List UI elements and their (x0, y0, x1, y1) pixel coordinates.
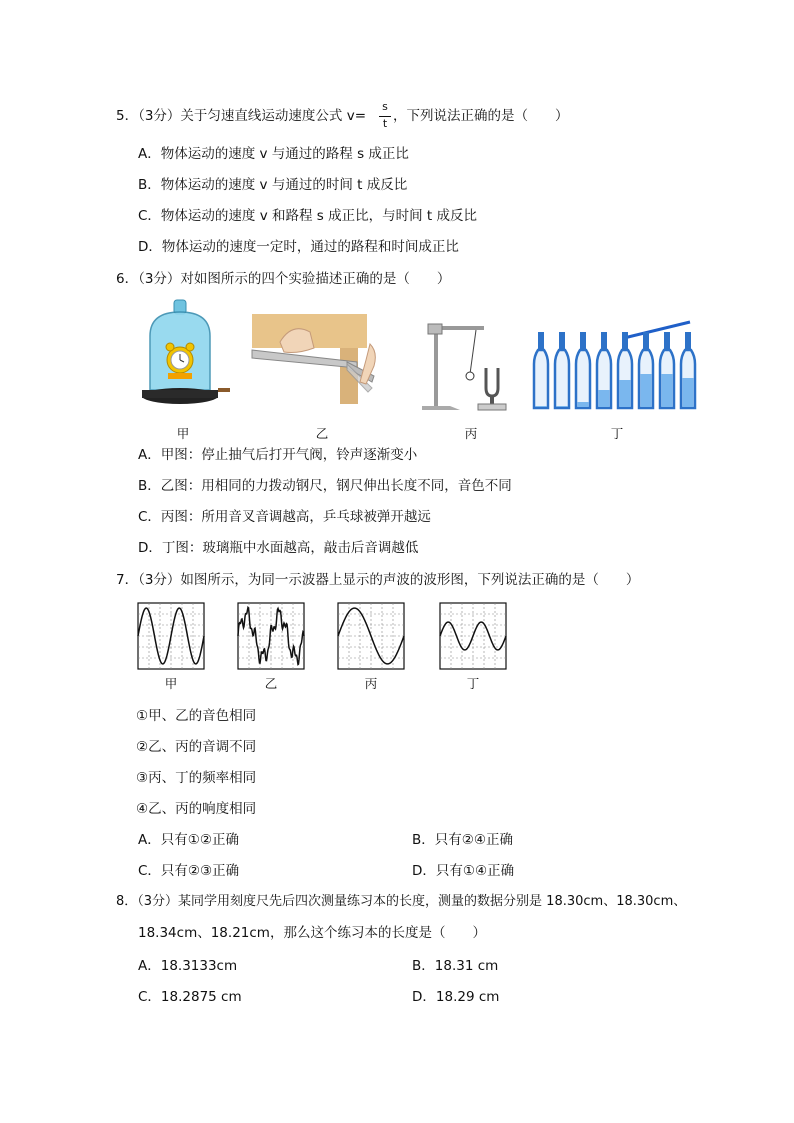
q5-stem-start: 5．（3分）关于匀速直线运动速度公式 v= (116, 108, 367, 124)
bottle (681, 332, 695, 408)
bottle (597, 332, 611, 408)
q6-option-a: A．甲图：停止抽气后打开气阀，铃声逐渐变小 (138, 447, 418, 463)
q7-figure-label-jia: 甲 (164, 676, 178, 691)
q7-figure-label-bing: 丙 (364, 676, 378, 691)
q5-option-d: D．物体运动的速度一定时，通过的路程和时间成正比 (138, 239, 459, 255)
steel-ruler-figure (252, 314, 377, 409)
bottle (534, 332, 548, 408)
q5-fraction-numerator: s (382, 100, 388, 113)
bottle (618, 332, 632, 408)
bell-jar-figure (138, 298, 248, 413)
q8-stem-line2: 18.34cm、18.21cm，那么这个练习本的长度是（ ） (138, 925, 486, 941)
q5-stem (116, 107, 366, 125)
q6-option-b: B．乙图：用相同的力拨动钢尺，钢尺伸出长度不同，音色不同 (138, 478, 512, 494)
q7-option-d: D．只有①④正确 (412, 863, 515, 879)
q8-option-d: D．18.29 cm (412, 989, 500, 1005)
tuning-fork-figure (420, 318, 515, 413)
q7-option-c: C．只有②③正确 (138, 863, 240, 879)
q6-figure-label-jia: 甲 (176, 426, 190, 441)
waveform-jia (138, 603, 204, 669)
q5-option-c: C．物体运动的速度 v 和路程 s 成正比，与时间 t 成反比 (138, 208, 477, 224)
q6-option-d: D．丁图：玻璃瓶中水面越高，敲击后音调越低 (138, 540, 419, 556)
q6-stem: 6．（3分）对如图所示的四个实验描述正确的是（ ） (116, 271, 451, 287)
bottle (660, 332, 674, 408)
q7-option-b: B．只有②④正确 (412, 832, 513, 848)
waveform-bing (338, 603, 404, 669)
bottle (639, 332, 653, 408)
q7-statement-1: ①甲、乙的音色相同 (136, 708, 257, 724)
q6-figure-label-bing: 丙 (464, 426, 478, 441)
bottle (555, 332, 569, 408)
q8-stem-line1: 8．（3分）某同学用刻度尺先后四次测量练习本的长度，测量的数据分别是 18.30cm、18.30cm、 (116, 894, 687, 909)
q7-figure-label-ding: 丁 (466, 676, 480, 691)
waveform-yi (238, 603, 304, 669)
q8-option-b: B．18.31 cm (412, 958, 499, 974)
q8-option-a: A．18.3133cm (138, 958, 238, 974)
q7-stem: 7．（3分）如图所示，为同一示波器上显示的声波的波形图，下列说法正确的是（ ） (116, 572, 640, 588)
q7-option-a: A．只有①②正确 (138, 832, 239, 848)
waveform-ding (440, 603, 506, 669)
q7-statement-3: ③丙、丁的频率相同 (136, 770, 257, 786)
q6-option-c: C．丙图：所用音叉音调越高，乒乓球被弹开越远 (138, 509, 431, 525)
q7-statement-2: ②乙、丙的音调不同 (136, 739, 257, 755)
q7-statement-4: ④乙、丙的响度相同 (136, 801, 257, 817)
q5-stem-end: ，下列说法正确的是（ ） (393, 108, 569, 124)
q8-option-c: C．18.2875 cm (138, 989, 242, 1005)
water-bottles-figure (528, 318, 703, 413)
q7-figure-label-yi: 乙 (264, 676, 278, 691)
q5-option-b: B．物体运动的速度 v 与通过的时间 t 成反比 (138, 177, 408, 193)
q6-figure-label-yi: 乙 (315, 426, 329, 441)
q5-fraction-denominator: t (382, 117, 388, 130)
q5-option-a: A．物体运动的速度 v 与通过的路程 s 成正比 (138, 146, 409, 162)
bottle (576, 332, 590, 408)
q6-figure-label-ding: 丁 (610, 426, 624, 441)
